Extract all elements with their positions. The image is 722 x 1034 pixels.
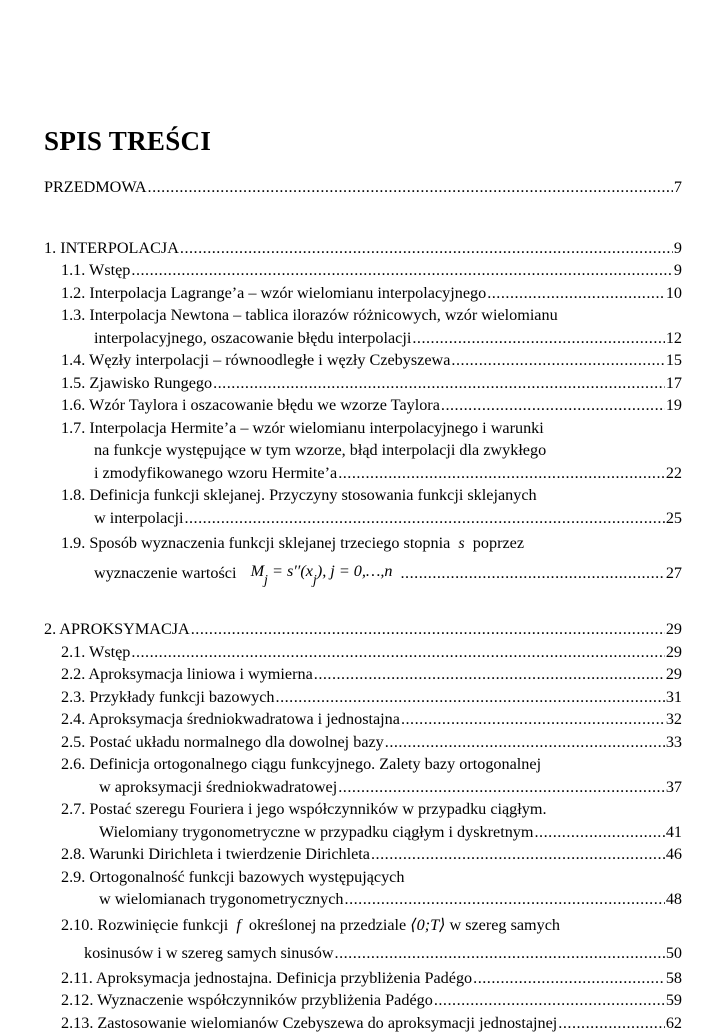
math-variable: f (236, 916, 241, 934)
toc-entry-label: Wielomiany trygonometryczne w przypadku ciągłym i dyskretnym (99, 821, 534, 844)
toc-entry-section[interactable] (44, 798, 682, 843)
toc-page-number: 9 (674, 259, 682, 282)
toc-entry-section[interactable] (44, 753, 682, 798)
toc-page-number: 29 (666, 618, 682, 641)
toc-page-number: 48 (666, 888, 682, 911)
toc-entry-label-cont: określonej na przedziale (249, 916, 406, 934)
toc-page-number: 59 (666, 989, 682, 1012)
toc-entry-label: 1.4. Węzły interpolacji – równoodległe i węzły Czebyszewa (61, 349, 450, 372)
dot-leader (434, 989, 665, 1012)
toc-entry-section[interactable] (44, 708, 682, 731)
toc-entry-label: 2.5. Postać układu normalnego dla dowolnej bazy (61, 731, 384, 754)
toc-entry-label: w wielomianach trygonometrycznych (99, 888, 344, 911)
toc-page-number: 58 (666, 967, 682, 990)
toc-entry-label: 2.13. Zastosowanie wielomianów Czebyszewa do aproksymacji jednostajnej (61, 1012, 557, 1034)
toc-page-number: 15 (666, 349, 682, 372)
toc-entry-label: i zmodyfikowanego wzoru Hermite’a (94, 462, 337, 485)
toc-entry-label: PRZEDMOWA (44, 176, 147, 199)
toc-entry-label: interpolacyjnego, oszacowanie błędu interpolacji (94, 327, 411, 350)
toc-entry-label: 2.8. Warunki Dirichleta i twierdzenie Dirichleta (61, 843, 370, 866)
toc-entry-label: 1. INTERPOLACJA (44, 237, 179, 260)
dot-leader (213, 372, 665, 395)
toc-entry-section[interactable] (44, 843, 682, 866)
toc-entry-section[interactable] (44, 967, 682, 990)
dot-leader (401, 708, 665, 731)
toc-entry-label: 2.2. Aproksymacja liniowa i wymierna (61, 663, 313, 686)
toc-page-number: 50 (666, 939, 682, 967)
toc-entry-label: 2.12. Wyznaczenie współczynników przybliżenia Padégo (61, 989, 433, 1012)
toc-entry-2-10[interactable] (44, 911, 682, 967)
dot-leader (345, 888, 665, 911)
toc-entry-section[interactable] (44, 989, 682, 1012)
dot-leader (401, 559, 665, 587)
toc-entry-label: wyznaczenie wartości (94, 559, 236, 587)
toc-page-number: 46 (666, 843, 682, 866)
dot-leader (191, 618, 665, 641)
toc-entry-label: 2.4. Aproksymacja średniokwadratowa i jednostajna (61, 708, 400, 731)
toc-page-number: 10 (666, 282, 682, 305)
dot-leader (131, 641, 664, 664)
dot-leader (535, 821, 665, 844)
dot-leader (558, 1012, 665, 1034)
toc-page-number: 29 (666, 641, 682, 664)
toc-page-number: 9 (674, 237, 682, 260)
dot-leader (441, 394, 665, 417)
toc-entry-label: 1.8. Definicja funkcji sklejanej. Przyczyny stosowania funkcji sklejanych (61, 486, 537, 504)
toc-entry-chapter-1[interactable] (44, 237, 682, 260)
toc-entry-section[interactable] (44, 686, 682, 709)
toc-entry-label: 2.11. Aproksymacja jednostajna. Definicja przybliżenia Padégo (61, 967, 472, 990)
toc-entry-label: na funkcje występujące w tym wzorze, błąd interpolacji dla zwykłego (94, 441, 546, 459)
table-of-contents (44, 176, 682, 1034)
formula: Mj = s′′(xj), j = 0,…,n (242, 557, 392, 587)
toc-page-number: 25 (666, 507, 682, 530)
page-title: SPIS TREŚCI (44, 126, 211, 157)
toc-entry-label: 1.1. Wstęp (61, 259, 130, 282)
toc-entry-label: 2.7. Postać szeregu Fouriera i jego współczynników w przypadku ciągłym. (61, 800, 547, 818)
toc-entry-section[interactable] (44, 484, 682, 529)
toc-page-number: 31 (666, 686, 682, 709)
toc-page-number: 22 (666, 462, 682, 485)
toc-entry-preface[interactable] (44, 176, 682, 199)
math-variable: s (458, 534, 464, 552)
toc-page-number: 33 (666, 731, 682, 754)
toc-entry-label: 2.9. Ortogonalność funkcji bazowych występujących (61, 868, 404, 886)
toc-entry-label: 2.10. Rozwinięcie funkcji (61, 916, 228, 934)
toc-entry-label: 2.1. Wstęp (61, 641, 130, 664)
toc-entry-section[interactable] (44, 731, 682, 754)
interval: ⟨0;T⟩ (410, 916, 445, 934)
toc-entry-label: 1.5. Zjawisko Rungego (61, 372, 212, 395)
toc-entry-1-9[interactable] (44, 529, 682, 587)
dot-leader (451, 349, 664, 372)
toc-entry-section[interactable] (44, 641, 682, 664)
toc-page-number: 19 (666, 394, 682, 417)
dot-leader (335, 939, 665, 967)
toc-entry-label-cont: poprzez (473, 534, 524, 552)
toc-entry-label: w aproksymacji średniokwadratowej (99, 776, 337, 799)
toc-entry-section[interactable] (44, 259, 682, 282)
toc-page-number: 32 (666, 708, 682, 731)
toc-page-number: 37 (666, 776, 682, 799)
dot-leader (412, 327, 664, 350)
toc-entry-section[interactable] (44, 866, 682, 911)
dot-leader (184, 507, 664, 530)
toc-entry-label-cont: w szereg samych (449, 916, 560, 934)
toc-entry-section[interactable] (44, 663, 682, 686)
toc-entry-section[interactable] (44, 372, 682, 395)
toc-entry-label: w interpolacji (94, 507, 183, 530)
toc-page-number: 41 (666, 821, 682, 844)
toc-entry-section[interactable] (44, 417, 682, 485)
dot-leader (338, 462, 665, 485)
dot-leader (148, 176, 673, 199)
toc-entry-label: 2. APROKSYMACJA (44, 618, 190, 641)
toc-entry-label: 1.7. Interpolacja Hermite’a – wzór wielomianu interpolacyjnego i warunki (61, 419, 544, 437)
toc-entry-section[interactable] (44, 304, 682, 349)
dot-leader (131, 259, 673, 282)
toc-entry-label: 2.3. Przykłady funkcji bazowych (61, 686, 275, 709)
toc-entry-section[interactable] (44, 1012, 682, 1034)
dot-leader (314, 663, 665, 686)
dot-leader (473, 967, 665, 990)
dot-leader (180, 237, 673, 260)
toc-entry-label: 1.2. Interpolacja Lagrange’a – wzór wielomianu interpolacyjnego (61, 282, 486, 305)
toc-entry-label: 1.3. Interpolacja Newtona – tablica ilorazów różnicowych, wzór wielomianu (61, 306, 558, 324)
dot-leader (385, 731, 665, 754)
toc-entry-section[interactable] (44, 282, 682, 305)
toc-entry-section[interactable] (44, 349, 682, 372)
toc-entry-label: 1.9. Sposób wyznaczenia funkcji sklejanej trzeciego stopnia (61, 534, 450, 552)
dot-leader (487, 282, 665, 305)
toc-entry-section[interactable] (44, 394, 682, 417)
toc-page-number: 62 (666, 1012, 682, 1034)
dot-leader (338, 776, 665, 799)
toc-entry-label: kosinusów i w szereg samych sinusów (84, 939, 334, 967)
toc-entry-chapter-2[interactable] (44, 618, 682, 641)
toc-page-number: 29 (666, 663, 682, 686)
toc-entry-label: 2.6. Definicja ortogonalnego ciągu funkcyjnego. Zalety bazy ortogonalnej (61, 755, 541, 773)
toc-entry-label: 1.6. Wzór Taylora i oszacowanie błędu we wzorze Taylora (61, 394, 440, 417)
toc-page-number: 17 (666, 372, 682, 395)
dot-leader (276, 686, 665, 709)
dot-leader (371, 843, 665, 866)
toc-page-number: 7 (674, 176, 682, 199)
toc-page-number: 12 (666, 327, 682, 350)
toc-page-number: 27 (666, 559, 682, 587)
